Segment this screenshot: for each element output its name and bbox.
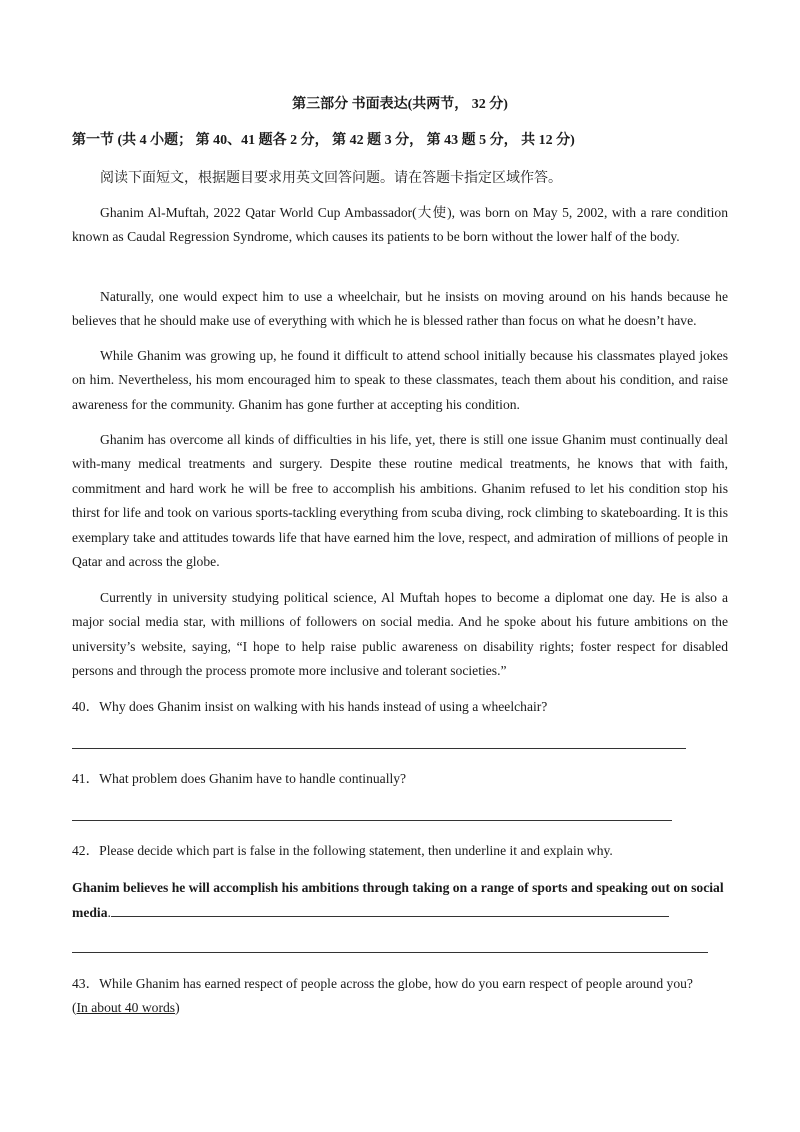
part-title: 第三部分 书面表达(共两节， 32 分) — [292, 97, 508, 112]
passage-paragraph-3: While Ghanim was growing up, he found it difficult to attend school initially because his classmates played jokes on him. Nevertheless, his mom encouraged him to speak to these classmates, teach them about his condition, and raise awareness for the community. Ghanim has gone further at accepting his condition. — [72, 348, 728, 412]
section-title: 第一节 (共 4 小题； 第 40、41 题各 2 分， 第 42 题 3 分， 第 43 题 5 分， 共 12 分) — [72, 133, 575, 148]
answer-line-42a[interactable] — [111, 902, 669, 917]
passage-paragraph-2: Naturally, one would expect him to use a wheelchair, but he insists on moving around on his hands because he believes that he should make use of everything with which he is blessed rather than focus on what he doesn’t have. — [72, 289, 728, 329]
word-limit-close: ) — [175, 1000, 180, 1015]
question-43-text: 43．While Ghanim has earned respect of people across the globe, how do you earn respect of people around you? — [72, 976, 693, 991]
word-limit-note: In about 40 words — [76, 1000, 176, 1015]
question-41: 41．What problem does Ghanim have to handle continually? — [72, 771, 407, 786]
passage-paragraph-1: Ghanim Al-Muftah, 2022 Qatar World Cup Ambassador(大使), was born on May 5, 2002, with a rare condition known as Caudal Regression Syndrome, which causes its patients to be born without the lower half of the body. — [72, 205, 728, 245]
statement-period: . — [107, 904, 111, 920]
answer-line-42b[interactable] — [72, 952, 708, 953]
passage-paragraph-4: Ghanim has overcome all kinds of difficulties in his life, yet, there is still one issue Ghanim must continually deal with-many medical treatments and surgery. Despite these routine medical treatments, he knows that with faith, commitment and hard work he will be free to accomplish his ambitions. Ghanim refused to let his condition stop his thirst for life and took on various sports-tackling everything from scuba diving, rock climbing to skateboarding. It is this exemplary take and attitudes towards life that have earned him the love, respect, and admiration of millions of people in Qatar and across the globe. — [72, 432, 728, 570]
question-40: 40．Why does Ghanim insist on walking with his hands instead of using a wheelchair? — [72, 699, 548, 714]
answer-line-40[interactable] — [72, 748, 686, 749]
instruction-text: 阅读下面短文，根据题目要求用英文回答问题。请在答题卡指定区域作答。 — [100, 171, 562, 186]
answer-line-41[interactable] — [72, 820, 672, 821]
question-42-statement — [72, 876, 728, 925]
question-42: 42．Please decide which part is false in the following statement, then underline it and explain why. — [72, 843, 613, 858]
passage-paragraph-5: Currently in university studying political science, Al Muftah hopes to become a diplomat one day. He is also a major social media star, with millions of followers on social media. And he spoke about his future ambitions on the university’s website, saying, “I hope to help raise public awareness on disability rights; foster respect for disabled persons and through the process promote more inclusive and tolerant societies.” — [72, 590, 728, 679]
statement-text: Ghanim believes he will accomplish his ambitions through taking on a range of sports and speaking out on social media — [72, 880, 724, 920]
question-43 — [72, 972, 728, 1020]
word-limit-open: ( — [72, 1000, 77, 1015]
